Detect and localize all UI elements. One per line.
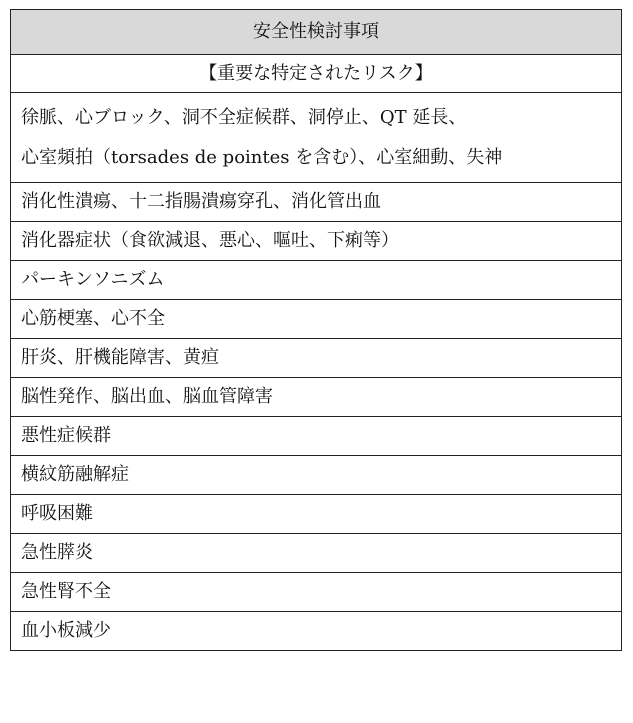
table-row [11, 417, 622, 456]
table-cell: パーキンソニズム [11, 261, 622, 300]
cell-line: 徐脈、心ブロック、洞不全症候群、洞停止、QT 延長、 [21, 106, 467, 128]
table-row [11, 261, 622, 300]
table-subheader-row [11, 55, 622, 93]
table-row [11, 534, 622, 573]
table-row [11, 456, 622, 495]
table-row [11, 495, 622, 534]
table-row [11, 183, 622, 222]
table-cell: 消化器症状（食欲減退、悪心、嘔吐、下痢等） [11, 222, 622, 261]
section-subheader: 【重要な特定されたリスク】 [11, 55, 622, 93]
cell-line: 心室頻拍（torsades de pointes を含む）、心室細動、失神 [21, 146, 503, 168]
table-cell: 急性腎不全 [11, 573, 622, 612]
safety-considerations-table [10, 9, 622, 651]
table-row [11, 222, 622, 261]
table-header: 安全性検討事項 [11, 10, 622, 55]
table-header-row [11, 10, 622, 55]
table-cell: 悪性症候群 [11, 417, 622, 456]
table-cell: 消化性潰瘍、十二指腸潰瘍穿孔、消化管出血 [11, 183, 622, 222]
table-row [11, 612, 622, 651]
table-row [11, 339, 622, 378]
table-cell: 血小板減少 [11, 612, 622, 651]
table-row [11, 573, 622, 612]
table-cell: 脳性発作、脳出血、脳血管障害 [11, 378, 622, 417]
table-cell: 横紋筋融解症 [11, 456, 622, 495]
table-cell: 急性膵炎 [11, 534, 622, 573]
table-row [11, 378, 622, 417]
table-cell: 呼吸困難 [11, 495, 622, 534]
table-cell-multiline [11, 93, 622, 183]
table-cell: 肝炎、肝機能障害、黄疸 [11, 339, 622, 378]
table-cell: 心筋梗塞、心不全 [11, 300, 622, 339]
table-row [11, 300, 622, 339]
table-row [11, 93, 622, 183]
